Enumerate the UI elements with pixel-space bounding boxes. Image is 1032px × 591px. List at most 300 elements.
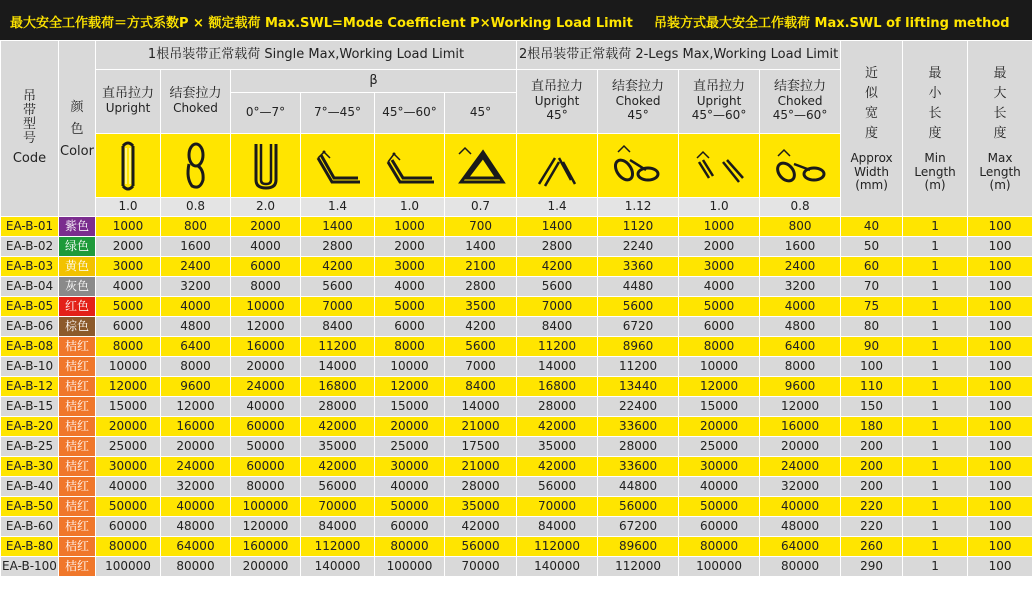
width-cell: 220 [841,497,903,517]
max-length-cell: 100 [968,457,1032,477]
load-value: 1600 [161,237,231,257]
load-value: 3200 [161,277,231,297]
load-value: 33600 [598,457,679,477]
load-value: 2400 [760,257,841,277]
load-value: 112000 [598,557,679,577]
header-two-choked-en: Choked [615,94,661,109]
header-two-choked2-en: Choked [777,94,823,109]
load-value: 5000 [96,297,161,317]
load-value: 25000 [679,437,760,457]
load-value: 14000 [301,357,375,377]
load-value: 4000 [760,297,841,317]
header-max-length-en: Max Length (m) [979,150,1021,193]
load-value: 60000 [231,417,301,437]
max-length-cell: 100 [968,277,1032,297]
load-value: 5600 [301,277,375,297]
color-cell: 桔红 [59,477,96,497]
header-angle-0-7: 0°—7° [231,93,301,134]
load-value: 8000 [96,337,161,357]
load-value: 8960 [598,337,679,357]
load-value: 20000 [96,417,161,437]
table-row [1,497,1032,517]
header-upright-en: Upright [105,101,151,116]
min-length-cell: 1 [903,237,968,257]
load-value: 11200 [517,337,598,357]
sling-basket-wider-icon [375,134,445,198]
load-value: 3360 [598,257,679,277]
table-row [1,257,1032,277]
load-value: 4200 [517,257,598,277]
load-value: 6400 [760,337,841,357]
load-value: 7000 [445,357,517,377]
header-two-choked2-angle: 45°—60° [772,107,828,122]
coefficient: 1.0 [375,198,445,217]
coefficient: 0.8 [161,198,231,217]
color-cell: 桔红 [59,517,96,537]
load-value: 70000 [517,497,598,517]
code-cell: EA-B-02 [1,237,59,257]
load-value: 120000 [231,517,301,537]
coefficient: 0.8 [760,198,841,217]
load-value: 8400 [445,377,517,397]
color-cell: 桔红 [59,337,96,357]
code-cell: EA-B-100 [1,557,59,577]
load-value: 15000 [96,397,161,417]
header-two-upright2-en: Upright [696,94,742,109]
load-value: 40000 [96,477,161,497]
load-value: 12000 [375,377,445,397]
load-value: 28000 [598,437,679,457]
title-right: 吊装方式最大安全工作载荷 Max.SWL of lifting method [654,16,1010,31]
load-value: 80000 [760,557,841,577]
max-length-cell: 100 [968,317,1032,337]
header-max-length-zh: 最大长度 [993,65,1007,141]
width-cell: 75 [841,297,903,317]
table-row [1,277,1032,297]
load-value: 4000 [375,277,445,297]
min-length-cell: 1 [903,517,968,537]
load-value: 48000 [161,517,231,537]
header-color-en: Color [60,144,94,160]
load-value: 11200 [301,337,375,357]
load-value: 9600 [760,377,841,397]
width-cell: 150 [841,397,903,417]
load-value: 4200 [301,257,375,277]
header-color-zh: 颜色 [70,100,84,138]
table-row [1,357,1032,377]
color-cell: 桔红 [59,417,96,437]
min-length-cell: 1 [903,277,968,297]
width-cell: 50 [841,237,903,257]
load-value: 42000 [301,457,375,477]
load-value: 60000 [375,517,445,537]
load-value: 160000 [231,537,301,557]
load-value: 28000 [517,397,598,417]
load-value: 4200 [445,317,517,337]
min-length-cell: 1 [903,497,968,517]
max-length-cell: 100 [968,237,1032,257]
load-value: 25000 [375,437,445,457]
header-two-upright-angle: 45° [546,107,568,122]
load-value: 80000 [231,477,301,497]
header-width [841,41,903,217]
load-value: 50000 [231,437,301,457]
load-value: 1400 [517,217,598,237]
load-value: 33600 [598,417,679,437]
load-value: 14000 [517,357,598,377]
table-row [1,477,1032,497]
code-cell: EA-B-20 [1,417,59,437]
load-value: 5600 [517,277,598,297]
load-value: 4000 [679,277,760,297]
load-value: 2800 [301,237,375,257]
load-value: 80000 [161,557,231,577]
header-two-upright2-angle: 45°—60° [691,107,747,122]
load-value: 24000 [760,457,841,477]
load-value: 112000 [301,537,375,557]
load-value: 50000 [679,497,760,517]
load-value: 8000 [760,357,841,377]
load-value: 6000 [375,317,445,337]
max-length-cell: 100 [968,517,1032,537]
load-value: 32000 [760,477,841,497]
load-value: 30000 [375,457,445,477]
header-choked [161,70,231,134]
coefficient: 1.4 [301,198,375,217]
sling-basket-icon [231,134,301,198]
header-choked-en: Choked [173,101,218,116]
load-value: 4000 [96,277,161,297]
load-value: 3000 [375,257,445,277]
coefficient: 1.4 [517,198,598,217]
code-cell: EA-B-15 [1,397,59,417]
load-value: 4800 [161,317,231,337]
code-cell: EA-B-08 [1,337,59,357]
header-code-zh: 吊带型号 [22,89,36,147]
load-value: 60000 [679,517,760,537]
max-length-cell: 100 [968,537,1032,557]
header-two-choked-45 [598,70,679,134]
width-cell: 100 [841,357,903,377]
load-value: 24000 [231,377,301,397]
table-row [1,557,1032,577]
two-leg-choked-icon [598,134,679,198]
header-code [1,41,59,217]
header-angle-7-45: 7°—45° [301,93,375,134]
width-cell: 90 [841,337,903,357]
header-upright [96,70,161,134]
load-value: 48000 [760,517,841,537]
title-left: 最大安全工作载荷＝方式系数P × 额定载荷 Max.SWL=Mode Coefficient P×Working Load Limit [10,16,633,31]
load-value: 1400 [445,237,517,257]
load-value: 8000 [375,337,445,357]
load-value: 1400 [301,217,375,237]
header-two-upright-45 [517,70,598,134]
load-value: 6000 [96,317,161,337]
load-value: 2240 [598,237,679,257]
header-min-length [903,41,968,217]
header-width-zh: 近似宽度 [865,65,879,141]
load-value: 40000 [161,497,231,517]
load-value: 84000 [301,517,375,537]
load-value: 8000 [161,357,231,377]
load-value: 8000 [679,337,760,357]
load-value: 7000 [301,297,375,317]
max-length-cell: 100 [968,337,1032,357]
load-value: 12000 [161,397,231,417]
load-value: 21000 [445,417,517,437]
load-value: 20000 [760,437,841,457]
load-value: 140000 [517,557,598,577]
header-two-legs-group: 2根吊装带正常载荷 2-Legs Max,Working Load Limit [517,41,841,70]
load-value: 10000 [96,357,161,377]
load-value: 6400 [161,337,231,357]
load-value: 16800 [301,377,375,397]
width-cell: 290 [841,557,903,577]
load-value: 6000 [231,257,301,277]
table-row [1,517,1032,537]
load-value: 16800 [517,377,598,397]
color-cell: 桔红 [59,357,96,377]
load-value: 28000 [445,477,517,497]
width-cell: 220 [841,517,903,537]
color-cell: 桔红 [59,457,96,477]
two-leg-upright-wide-icon [679,134,760,198]
load-value: 14000 [445,397,517,417]
header-two-choked-45-60 [760,70,841,134]
load-value: 44800 [598,477,679,497]
header-max-length [968,41,1032,217]
load-value: 2100 [445,257,517,277]
min-length-cell: 1 [903,377,968,397]
header-upright-zh: 直吊拉力 [101,86,154,102]
load-value: 20000 [375,417,445,437]
header-angle-45: 45° [445,93,517,134]
load-value: 12000 [679,377,760,397]
header-two-choked-zh: 结套拉力 [612,79,665,95]
load-value: 5600 [445,337,517,357]
load-value: 42000 [301,417,375,437]
sling-upright-icon [96,134,161,198]
min-length-cell: 1 [903,477,968,497]
load-value: 2000 [96,237,161,257]
load-value: 3200 [760,277,841,297]
header-two-choked-angle: 45° [627,107,649,122]
min-length-cell: 1 [903,397,968,417]
load-value: 2800 [445,277,517,297]
min-length-cell: 1 [903,257,968,277]
max-length-cell: 100 [968,397,1032,417]
load-value: 112000 [517,537,598,557]
load-value: 1120 [598,217,679,237]
load-value: 50000 [96,497,161,517]
table-row [1,237,1032,257]
load-value: 1000 [96,217,161,237]
max-length-cell: 100 [968,477,1032,497]
load-value: 67200 [598,517,679,537]
load-value: 8400 [517,317,598,337]
color-cell: 紫色 [59,217,96,237]
load-value: 17500 [445,437,517,457]
load-value: 3000 [679,257,760,277]
load-value: 42000 [517,457,598,477]
load-value: 89600 [598,537,679,557]
min-length-cell: 1 [903,297,968,317]
load-value: 100000 [96,557,161,577]
sling-choked-icon [161,134,231,198]
load-value: 21000 [445,457,517,477]
load-value: 28000 [301,397,375,417]
header-two-upright-45-60 [679,70,760,134]
load-value: 4000 [161,297,231,317]
load-value: 56000 [598,497,679,517]
max-length-cell: 100 [968,377,1032,397]
table-row [1,337,1032,357]
width-cell: 200 [841,477,903,497]
load-value: 30000 [96,457,161,477]
load-value: 1600 [760,237,841,257]
load-value: 20000 [161,437,231,457]
color-cell: 桔红 [59,377,96,397]
load-value: 40000 [375,477,445,497]
load-value: 56000 [445,537,517,557]
max-length-cell: 100 [968,557,1032,577]
code-cell: EA-B-03 [1,257,59,277]
header-code-en: Code [12,151,47,167]
load-value: 64000 [161,537,231,557]
load-value: 35000 [301,437,375,457]
width-cell: 260 [841,537,903,557]
load-value: 80000 [96,537,161,557]
header-two-upright-en: Upright [534,94,580,109]
max-length-cell: 100 [968,437,1032,457]
load-value: 8400 [301,317,375,337]
load-value: 20000 [231,357,301,377]
header-color [59,41,96,217]
min-length-cell: 1 [903,317,968,337]
load-value: 2000 [231,217,301,237]
load-value: 42000 [445,517,517,537]
load-value: 4480 [598,277,679,297]
load-value: 200000 [231,557,301,577]
load-value: 1000 [375,217,445,237]
load-value: 13440 [598,377,679,397]
load-value: 2800 [517,237,598,257]
load-value: 84000 [517,517,598,537]
width-cell: 60 [841,257,903,277]
color-cell: 桔红 [59,557,96,577]
load-value: 32000 [161,477,231,497]
max-length-cell: 100 [968,357,1032,377]
table-body [1,217,1032,577]
load-value: 4800 [760,317,841,337]
code-cell: EA-B-05 [1,297,59,317]
code-cell: EA-B-04 [1,277,59,297]
load-value: 5600 [598,297,679,317]
load-value: 35000 [517,437,598,457]
load-value: 15000 [679,397,760,417]
min-length-cell: 1 [903,337,968,357]
load-value: 42000 [517,417,598,437]
load-value: 70000 [301,497,375,517]
header-choked-zh: 结套拉力 [169,86,222,102]
coefficient: 1.0 [96,198,161,217]
code-cell: EA-B-10 [1,357,59,377]
title-bar [0,0,1032,40]
load-value: 10000 [231,297,301,317]
code-cell: EA-B-60 [1,517,59,537]
min-length-cell: 1 [903,537,968,557]
table-row [1,457,1032,477]
min-length-cell: 1 [903,457,968,477]
load-value: 800 [161,217,231,237]
load-value: 11200 [598,357,679,377]
width-cell: 80 [841,317,903,337]
load-value: 40000 [760,497,841,517]
load-value: 10000 [679,357,760,377]
max-length-cell: 100 [968,217,1032,237]
load-value: 30000 [679,457,760,477]
load-value: 60000 [96,517,161,537]
two-leg-choked-wide-icon [760,134,841,198]
code-cell: EA-B-12 [1,377,59,397]
color-cell: 红色 [59,297,96,317]
load-value: 60000 [231,457,301,477]
max-length-cell: 100 [968,417,1032,437]
color-cell: 桔红 [59,397,96,417]
color-cell: 灰色 [59,277,96,297]
width-cell: 200 [841,437,903,457]
load-value: 20000 [679,417,760,437]
header-min-length-zh: 最小长度 [928,65,942,141]
load-value: 64000 [760,537,841,557]
color-cell: 桔红 [59,437,96,457]
load-value: 5000 [375,297,445,317]
min-length-cell: 1 [903,417,968,437]
coefficient: 0.7 [445,198,517,217]
coefficient: 1.0 [679,198,760,217]
load-value: 40000 [231,397,301,417]
table-row [1,317,1032,337]
code-cell: EA-B-25 [1,437,59,457]
load-value: 100000 [231,497,301,517]
load-value: 2000 [679,237,760,257]
load-value: 4000 [231,237,301,257]
load-value: 800 [760,217,841,237]
max-length-cell: 100 [968,497,1032,517]
width-cell: 70 [841,277,903,297]
color-cell: 桔红 [59,497,96,517]
load-value: 22400 [598,397,679,417]
header-two-choked2-zh: 结套拉力 [774,79,827,95]
table-row [1,217,1032,237]
load-value: 12000 [231,317,301,337]
width-cell: 40 [841,217,903,237]
color-cell: 黄色 [59,257,96,277]
load-value: 80000 [375,537,445,557]
table-row [1,417,1032,437]
load-value: 9600 [161,377,231,397]
code-cell: EA-B-80 [1,537,59,557]
load-value: 70000 [445,557,517,577]
table-row [1,377,1032,397]
load-value: 35000 [445,497,517,517]
load-value: 10000 [375,357,445,377]
coefficient: 2.0 [231,198,301,217]
color-cell: 棕色 [59,317,96,337]
header-width-en: Approx Width (mm) [850,150,893,193]
width-cell: 200 [841,457,903,477]
